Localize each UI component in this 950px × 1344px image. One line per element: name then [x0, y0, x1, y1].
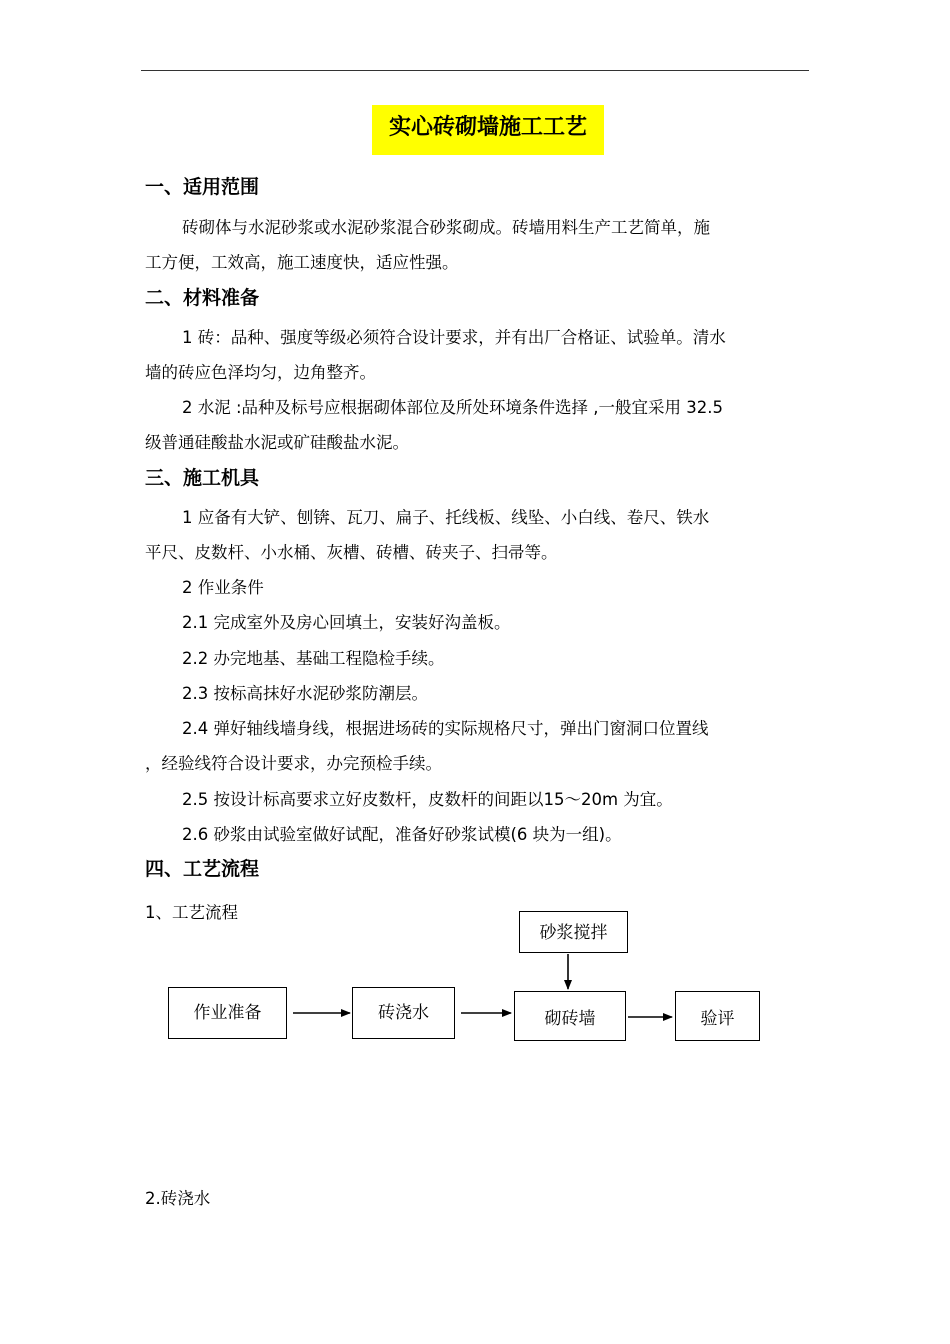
section-3-heading: 三、施工机具: [145, 467, 260, 489]
flow-box-inspect: 验评: [675, 991, 760, 1041]
section-2-line-4: 级普通硅酸盐水泥或矿硅酸盐水泥。: [145, 433, 409, 452]
section-3-line-3: 2 作业条件: [182, 578, 264, 597]
flow-box-mix-mortar: 砂浆搅拌: [519, 911, 628, 953]
flow-box-wet-bricks: 砖浇水: [352, 987, 455, 1039]
section-3-line-7: 2.4 弹好轴线墙身线，根据进场砖的实际规格尺寸，弹出门窗洞口位置线: [182, 719, 709, 738]
section-1-heading: 一、适用范围: [145, 176, 260, 198]
section-3-line-4: 2.1 完成室外及房心回填土，安装好沟盖板。: [182, 613, 511, 632]
section-3-line-2: 平尺、皮数杆、小水桶、灰槽、砖槽、砖夹子、扫帚等。: [145, 543, 558, 562]
section-4-sub-1: 1、工艺流程: [145, 903, 238, 922]
section-3-line-9: 2.5 按设计标高要求立好皮数杆，皮数杆的间距以15～20m 为宜。: [182, 790, 673, 809]
section-2-line-2: 墙的砖应色泽均匀，边角整齐。: [145, 363, 376, 382]
section-2-line-1: 1 砖：品种、强度等级必须符合设计要求，并有出厂合格证、试验单。清水: [182, 328, 726, 347]
section-3-line-5: 2.2 办完地基、基础工程隐检手续。: [182, 649, 445, 668]
section-3-line-10: 2.6 砂浆由试验室做好试配，准备好砂浆试模(6 块为一组)。: [182, 825, 622, 844]
section-4-heading: 四、工艺流程: [145, 858, 260, 880]
flow-box-lay-bricks: 砌砖墙: [514, 991, 626, 1041]
flow-box-prepare: 作业准备: [168, 987, 287, 1039]
section-3-line-8: ，经验线符合设计要求，办完预检手续。: [145, 754, 442, 773]
section-4-sub-2: 2.砖浇水: [145, 1189, 211, 1208]
section-2-heading: 二、材料准备: [145, 287, 260, 309]
section-1-line-1: 砖砌体与水泥砂浆或水泥砂浆混合砂浆砌成。砖墙用料生产工艺简单，施: [182, 218, 710, 237]
section-3-line-6: 2.3 按标高抹好水泥砂浆防潮层。: [182, 684, 428, 703]
page-title: 实心砖砌墙施工工艺: [372, 105, 604, 155]
section-2-line-3: 2 水泥 :品种及标号应根据砌体部位及所处环境条件选择 ,一般宜采用 32.5: [182, 398, 724, 417]
section-3-line-1: 1 应备有大铲、刨锛、瓦刀、扁子、托线板、线坠、小白线、卷尺、铁水: [182, 508, 710, 527]
section-1-line-2: 工方便，工效高，施工速度快，适应性强。: [145, 253, 459, 272]
